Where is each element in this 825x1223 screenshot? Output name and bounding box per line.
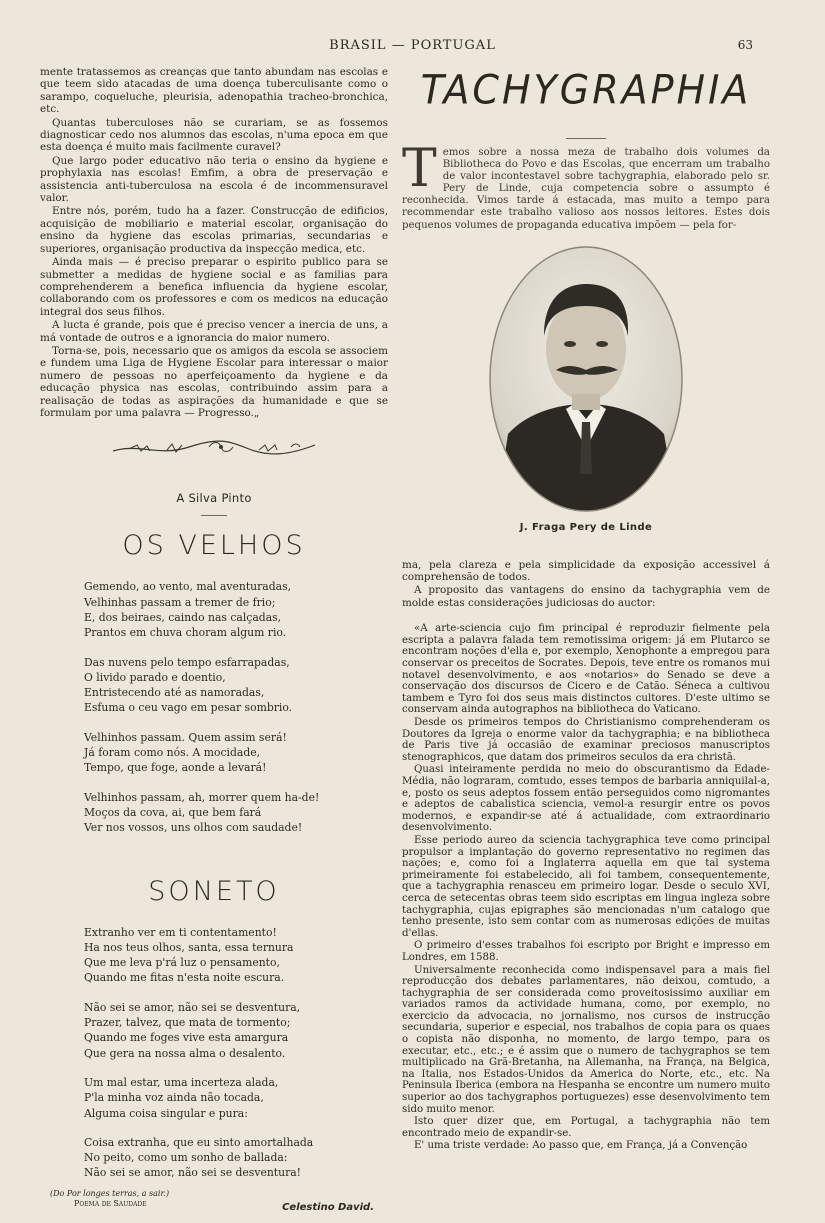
page-number: 63 <box>737 38 753 52</box>
article-paragraph: Ainda mais — é preciso preparar o espirito publico para se submetter a medidas de hygiene social e as familias para comprehenderem a benefica influencia da hygiene escolar, collaborando com os professores e com os medicos na educação integral dos seus filhos. <box>40 256 388 318</box>
poem-line: Extranho ver em ti contentamento! <box>84 925 277 939</box>
header-title: BRASIL — PORTUGAL <box>329 38 496 53</box>
poem-line: Que gera na nossa alma o desalento. <box>84 1046 286 1060</box>
ornament-divider-icon <box>109 435 319 461</box>
poem-line: Ha nos teus olhos, santa, essa ternura <box>84 940 294 954</box>
poem-line: Prantos em chuva choram algum rio. <box>84 626 287 640</box>
article-paragraph: A proposito das vantagens do ensino da tachygraphia vem de molde estas considerações judiciosas do auctor: <box>402 584 770 609</box>
poem-stanza <box>84 1135 388 1181</box>
poem-signature-block <box>40 1189 388 1223</box>
poem-line: No peito, como um sonho de ballada: <box>84 1151 288 1165</box>
article-intro <box>402 139 770 232</box>
article-quote <box>402 623 770 1152</box>
short-divider <box>201 515 227 516</box>
poem-line: Velhinhos passam, ah, morrer quem ha-de! <box>84 790 320 804</box>
poem-line: Coisa extranha, que eu sinto amortalhada <box>84 1135 314 1149</box>
poem-line: Não sei se amor, não sei se desventura, <box>84 1000 301 1014</box>
source-line: Poema de Saudade <box>74 1198 147 1208</box>
article-paragraph: Quantas tuberculoses não se curariam, se as fossemos diagnosticar cedo nos alumnos das escolas, n'uma epoca em que esta doença é muito mais facilmente curavel? <box>40 116 388 154</box>
poem-line: Velhinhas passam a tremer de frio; <box>84 595 276 609</box>
poem-stanza <box>84 925 388 986</box>
article-body <box>402 559 770 610</box>
poem-author: A Silva Pinto <box>176 491 252 506</box>
quote-paragraph: O primeiro d'esses trabalhos foi escripto por Bright e impresso em Londres, em 1588. <box>402 940 770 963</box>
article-paragraph: Torna-se, pois, necessario que os amigos da escola se associem e fundem uma Liga de Hygiene Escolar para interessar o maior numero de pessoas no aperfeiçoamento da hygiene e da educação physica nas escolas, contribuindo assim para a realisação de todas as aspirações da humanidade e que se formulam por uma palavra — Progresso.„ <box>40 344 388 419</box>
poem-line: E, dos beiraes, caindo nas calçadas, <box>84 610 282 624</box>
running-header <box>0 38 825 54</box>
poem-line: Gemendo, ao vento, mal aventuradas, <box>84 580 292 594</box>
poem-stanza <box>84 579 388 640</box>
poem-line: Não sei se amor, não sei se desventura! <box>84 1166 302 1180</box>
quote-paragraph: «A arte-sciencia cujo fim principal é reproduzir fielmente pela escripta a palavra falada tem remotissima origem: já em Plutarco se encontram noções d'ella e, por exemplo, Xenophonte a empregou para conservar os preceitos de Socrates. Depois, teve entre os romanos mui notavel desenvolvimento, e aos «notarios» do Senado se deve a conservação dos discursos de Cicero e de Catão. Séneca a cultivou tambem e Tyro foi dos seus mais distinctos cultores. D'este ultimo se conservam ainda autographos na bibliotheca do Vaticano. <box>402 623 770 716</box>
poem-line: Alguma coisa singular e pura: <box>84 1106 248 1120</box>
poem-signature: Celestino David. <box>282 1201 374 1213</box>
poem-line: Já foram como nós. A mocidade, <box>84 746 261 760</box>
quote-paragraph: Esse periodo aureo da sciencia tachygraphica teve como principal propulsor a implantação do governo representativo no regimen das nações; e, como foi a Inglaterra aquella em que tal systema primeiramente foi estabelecido, ali foi tambem, consequentemente, que a tachygraphia renasceu em primeiro logar. Desde o seculo XVI, cerca de setecentas obras teem sido escriptas em lingua ingleza sobre tachygraphia, cujas epigraphes são mencionadas n'um catalogo que tenho presente, isto sem contar com as numerosas edições de muitas d'ellas. <box>402 834 770 939</box>
article-paragraph: Que largo poder educativo não teria o ensino da hygiene e prophylaxia nas escolas! Emfim, a obra de preservação e assistencia anti-tuberculosa na escola é de incommensuravel valor. <box>40 154 388 205</box>
quote-paragraph: Isto quer dizer que, em Portugal, a tachygraphia não tem encontrado meio de expandir-se. <box>402 1116 770 1139</box>
quote-paragraph: E' uma triste verdade: Ao passo que, em França, já a Convenção <box>414 1140 748 1152</box>
poem-stanza <box>84 1000 388 1061</box>
quote-paragraph: Universalmente reconhecida como indispensavel para a mais fiel reproducção dos debates parlamentares, não deixou, comtudo, a tachygraphia de ser considerada como proveitosissimo auxiliar em variados ramos da actividade humana, como, por exemplo, no exercicio da advocacia, no jornalismo, nos cursos de instrucção secundaria, superior e especial, nos trabalhos de copia para os quaes o copista não disponha, no momento, de largo tempo, para os executar, etc., etc.; e é assim que o numero de tachygraphos se tem multiplicado na Grã-Bretanha, na Allemanha, na França, na Belgica, na Italia, nos Estados-Unidos da America do Norte, etc., etc. Na Peninsula Iberica (embora na Hespanha se encontre um numero muito superior ao dos tachygraphos portuguezes) esse desenvolvimento tem sido muito menor. <box>402 964 770 1115</box>
drop-cap: T <box>402 139 437 199</box>
poem-title: OS VELHOS <box>122 530 306 562</box>
portrait-photo <box>486 244 686 514</box>
sonnet-title: SONETO <box>148 875 280 907</box>
article-title: TACHYGRAPHIA <box>420 66 752 114</box>
poem-line: Esfuma o ceu vago em pesar sombrio. <box>84 701 293 715</box>
poem-line: Quando me fitas n'esta noite escura. <box>84 971 285 985</box>
poem-line: Ver nos vossos, uns olhos com saudade! <box>84 821 303 835</box>
quote-paragraph: Desde os primeiros tempos do Christianismo comprehenderam os Doutores da Igreja o enorme valor da tachygraphia; e na bibliotheca de Paris tive já occasião de examinar preciosos manuscriptos stenographicos, que datam dos primeiros seculos da era christã. <box>402 717 770 763</box>
poem-line: Um mal estar, uma incerteza alada, <box>84 1075 279 1089</box>
article-paragraph: ma, pela clareza e pela simplicidade da exposição accessivel á comprehensão de todos. <box>402 558 770 584</box>
poem-line: Tempo, que foge, aonde a levará! <box>84 761 267 775</box>
portrait-caption: J. Fraga Pery de Linde <box>519 521 653 533</box>
short-divider <box>566 138 606 139</box>
article-paragraph: Entre nós, porém, tudo ha a fazer. Construcção de edificios, acquisição de mobiliario e material escolar, organisação do ensino da hygiene das escolas primarias, secundarias e superiores, organisação productiva da inspecção medica, etc. <box>40 205 388 255</box>
poem-source <box>50 1189 169 1209</box>
poem-stanza <box>84 790 388 836</box>
article-paragraph: A lucta é grande, pois que é preciso vencer a inercia de uns, a má vontade de outros e a ignorancia do maior numero. <box>40 319 388 344</box>
poem-line: O livido parado e doentio, <box>84 670 226 684</box>
left-column <box>40 66 388 1223</box>
source-line: (Do Por longes terras, a sair.) <box>50 1188 170 1198</box>
right-column <box>402 66 770 1153</box>
article-paragraph: mente tratassemos as creanças que tanto abundam nas escolas e que teem sido atacadas de uma doença tuberculisante como o sarampo, coqueluche, pleurisia, adenopathia tracheo-bronchica, etc. <box>40 66 388 116</box>
poem-line: Das nuvens pelo tempo esfarrapadas, <box>84 655 290 669</box>
poem-stanza <box>84 1075 388 1121</box>
poem-line: Quando me foges vive esta amargura <box>84 1031 289 1045</box>
poem-line: Entristecendo até as namoradas, <box>84 686 265 700</box>
quote-paragraph: Quasi inteiramente perdida no meio do obscurantismo da Edade-Média, não lograram, comtudo, esses tempos de barbaria anniquilal-a, e, posto os seus adeptos fossem então perseguidos como nigromantes e adeptos de cabalistica sciencia, vemol-a resurgir entre os povos modernos, e expandir-se até á actualidade, com extraordinario desenvolvimento. <box>402 764 770 834</box>
intro-text: emos sobre a nossa meza de trabalho dois volumes da Bibliotheca do Povo e das Escolas, que encerram um trabalho de valor incontestavel sobre tachygraphia, elaborado pelo sr. Pery de Linde, cuja competencia sobre o assumpto é reconhecida. Vimos tarde á estacada, mas muito a tempo para recommendar este trabalho valioso aos nossos leitores. Estes dois pequenos volumes de propaganda educativa impõem — pela for- <box>402 147 770 231</box>
poem-line: Velhinhos passam. Quem assim será! <box>84 730 287 744</box>
poem-stanza <box>84 730 388 776</box>
poem-line: Prazer, talvez, que mata de tormento; <box>84 1016 291 1030</box>
poem-line: Moços da cova, ai, que bem fará <box>84 805 262 819</box>
poem-line: Que me leva p'rá luz o pensamento, <box>84 956 280 970</box>
poem-stanza <box>84 655 388 716</box>
poem-line: P'la minha voz ainda não tocada, <box>84 1091 264 1105</box>
